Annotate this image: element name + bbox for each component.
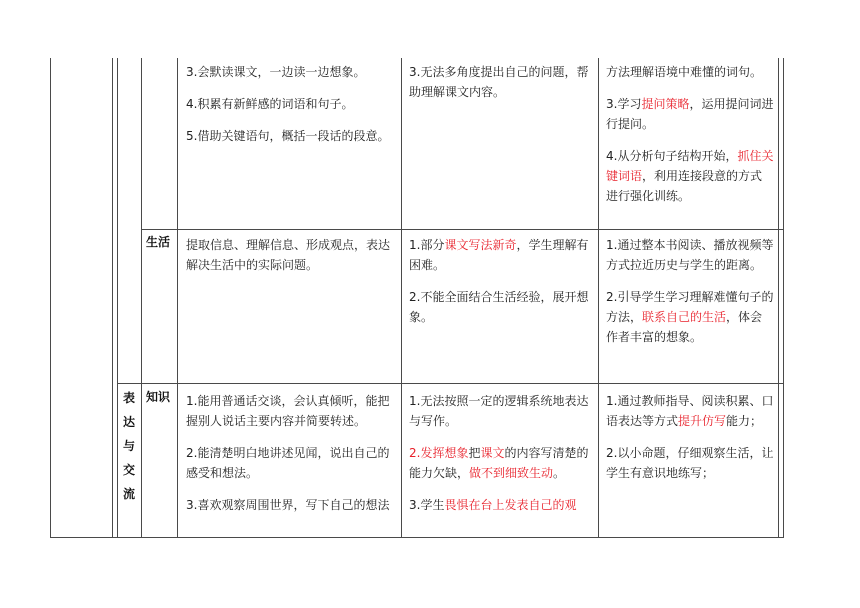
row2-objectives-cell <box>186 235 396 287</box>
column-divider <box>598 58 599 538</box>
strategy-item: 2.引导学生学习理解难懂句子的方法，联系自己的生活，体会作者丰富的想象。 <box>606 290 774 344</box>
column-divider <box>117 58 118 538</box>
objective-item: 3.会默读课文，一边读一边想象。 <box>186 65 366 79</box>
highlight-text: 畏惧在台上发表自己的观 <box>444 498 577 512</box>
objective-item: 4.积累有新鲜感的词语和句子。 <box>186 97 354 111</box>
highlight-text: 做不到细致生动 <box>469 466 554 480</box>
difficulty-item: 1.无法按照一定的逻辑系统地表达与写作。 <box>409 394 589 428</box>
strategy-item: 1.通过整本书阅读、播放视频等方式拉近历史与学生的距离。 <box>606 238 774 272</box>
strategy-item: 4.从分析句子结构开始，抓住关键词语，利用连接段意的方式进行强化训练。 <box>606 149 774 203</box>
difficulty-item: 2.发挥想象把课文的内容写清楚的能力欠缺，做不到细致生动。 <box>409 446 589 480</box>
row2-strategies-cell <box>606 235 774 359</box>
difficulty-item: 2.不能全面结合生活经验，展开想象。 <box>409 290 589 324</box>
row-divider <box>117 383 784 384</box>
row1-difficulties-cell <box>409 62 593 114</box>
row3-objectives-cell <box>186 391 396 527</box>
highlight-text: 提问策略 <box>641 97 690 111</box>
difficulty-item: 3.学生畏惧在台上发表自己的观 <box>409 498 577 512</box>
table-border-left <box>50 58 51 538</box>
column-divider <box>141 58 142 538</box>
strategy-item: 3.学习提问策略，运用提问词进行提问。 <box>606 97 774 131</box>
highlight-text: 联系自己的生活 <box>642 310 727 324</box>
strategy-item: 1.通过教师指导、阅读积累、口语表达等方式提升仿写能力； <box>606 394 774 428</box>
strategy-item: 方法理解语境中难懂的词句。 <box>606 65 763 79</box>
objective-item: 1.能用普通话交谈，会认真倾听，能把握别人说话主要内容并简要转述。 <box>186 394 390 428</box>
row1-objectives-cell <box>186 62 396 158</box>
row2-difficulties-cell <box>409 235 593 339</box>
section-label-expression: 表 达 与 交 流 <box>122 391 135 501</box>
row-divider <box>141 229 784 230</box>
highlight-text: 抓住关键词语 <box>606 149 774 183</box>
objective-item: 5.借助关键语句，概括一段话的段意。 <box>186 129 390 143</box>
table-border-bottom <box>50 537 784 538</box>
row-label-knowledge: 知识 <box>146 390 171 404</box>
row1-strategies-cell <box>606 62 774 218</box>
objective-item: 3.喜欢观察周围世界，写下自己的想法 <box>186 498 390 512</box>
difficulty-item: 3.无法多角度提出自己的问题，帮助理解课文内容。 <box>409 65 589 99</box>
column-divider <box>177 58 178 538</box>
row-label-life: 生活 <box>146 235 171 249</box>
column-divider <box>112 58 113 538</box>
objective-item: 提取信息、理解信息、形成观点，表达解决生活中的实际问题。 <box>186 238 391 272</box>
column-divider <box>401 58 402 538</box>
highlight-text: 2.发挥想象 <box>409 446 469 460</box>
objective-item: 2.能清楚明白地讲述见闻，说出自己的感受和想法。 <box>186 446 390 480</box>
strategy-item: 2.以小命题，仔细观察生活，让学生有意识地练写； <box>606 446 774 480</box>
highlight-text: 课文写法新奇 <box>444 238 517 252</box>
table-border-right <box>783 58 784 538</box>
highlight-text: 课文 <box>480 446 505 460</box>
row3-difficulties-cell <box>409 391 593 527</box>
row3-strategies-cell <box>606 391 774 495</box>
difficulty-item: 1.部分课文写法新奇，学生理解有困难。 <box>409 238 589 272</box>
column-divider <box>778 58 779 538</box>
highlight-text: 提升仿写 <box>678 414 727 428</box>
